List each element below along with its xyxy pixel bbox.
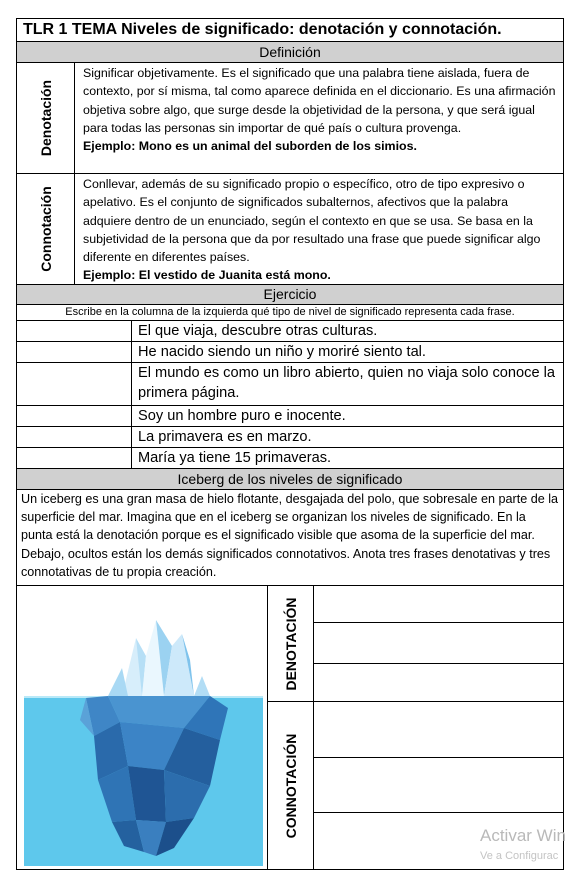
- answer-cell[interactable]: [17, 342, 132, 362]
- exercise-row: [17, 406, 563, 427]
- exercise-sentence: He nacido siendo un niño y moriré siento tal.: [138, 344, 426, 360]
- answer-cell[interactable]: [17, 448, 132, 468]
- exercise-row: [17, 363, 563, 406]
- answer-cell[interactable]: [17, 321, 132, 341]
- answer-cell[interactable]: [17, 427, 132, 447]
- denotacion-vertical-label: DENOTACIÓN: [282, 596, 299, 691]
- denotacion-definition: [75, 63, 563, 173]
- connotacion-text: Conllevar, además de su significado propio o específico, otro de tipo expresivo o apelativo. Es el conjunto de significados subalternos, afectivos que la palabra adquiere dentro de un enunciado, según el contexto en que se usa. Se basa en la subjetividad de la persona que da por resultado una frase que puede significar algo diferente en diferentes países.: [83, 177, 541, 265]
- connotacion-line-1[interactable]: [314, 702, 563, 757]
- exercise-sentence: El mundo es como un libro abierto, quien no viaja solo conoce la primera página.: [138, 365, 555, 401]
- activation-watermark-sub: Ve a Configurac: [480, 850, 559, 862]
- connotacion-block: [268, 702, 313, 869]
- activation-watermark: Activar Win: [480, 826, 566, 845]
- page-title: TLR 1 TEMA Niveles de significado: denotación y connotación.: [17, 19, 563, 42]
- ejercicio-heading: Ejercicio: [17, 285, 563, 305]
- exercise-row: [17, 342, 563, 363]
- exercise-row: [17, 427, 563, 448]
- exercise-sentence: Soy un hombre puro e inocente.: [138, 408, 346, 424]
- denotacion-block: [268, 586, 313, 702]
- definicion-heading: Definición: [17, 42, 563, 63]
- worksheet: [16, 18, 564, 870]
- connotacion-example: Ejemplo: El vestido de Juanita está mono.: [83, 268, 331, 283]
- denotacion-row: [17, 63, 563, 174]
- answer-cell[interactable]: [17, 406, 132, 426]
- ejercicio-instruction: Escribe en la columna de la izquierda qué tipo de nivel de significado representa cada frase.: [17, 305, 563, 321]
- exercise-sentence: La primavera es en marzo.: [138, 429, 312, 445]
- exercise-sentence: María ya tiene 15 primaveras.: [138, 450, 332, 466]
- connotacion-vertical-label: CONNOTACIÓN: [282, 733, 299, 838]
- iceberg-illustration: [24, 590, 263, 866]
- iceberg-heading: Iceberg de los niveles de significado: [17, 469, 563, 490]
- exercise-sentence: El que viaja, descubre otras culturas.: [138, 323, 378, 339]
- iceberg-labels: [268, 586, 314, 869]
- iceberg-paragraph: Un iceberg es una gran masa de hielo flotante, desgajada del polo, que sobresale en parte de la superficie del mar. Imagina que en el iceberg se organizan los niveles de significado. En la punta está la denotación porque es el significado visible que asoma de la superficie del mar. Debajo, ocultos están los demás significados connotativos. Anota tres frases denotativas y tres connotativas de tu propia creación.: [17, 490, 563, 586]
- denotacion-line-3[interactable]: [314, 664, 563, 702]
- denotacion-label-cell: [17, 63, 75, 173]
- exercise-row: [17, 321, 563, 342]
- connotacion-label-cell: [17, 174, 75, 284]
- connotacion-line-2[interactable]: [314, 758, 563, 813]
- denotacion-line-1[interactable]: [314, 586, 563, 623]
- iceberg-image-cell: [17, 586, 268, 869]
- denotacion-label: Denotación: [37, 79, 54, 157]
- answer-cell[interactable]: [17, 363, 132, 405]
- connotacion-label: Connotación: [37, 186, 54, 272]
- connotacion-row: [17, 174, 563, 285]
- exercise-row: [17, 448, 563, 469]
- denotacion-example: Ejemplo: Mono es un animal del suborden de los simios.: [83, 139, 417, 154]
- denotacion-text: Significar objetivamente. Es el significado que una palabra tiene aislada, fuera de contexto, por sí misma, tal como aparece definida en el diccionario. Es una afirmación objetiva sobre algo, que surge desde la objetividad de la persona, y que será igual para todas las personas sin importar de qué país o cultura provenga.: [83, 66, 556, 135]
- denotacion-line-2[interactable]: [314, 623, 563, 663]
- connotacion-definition: [75, 174, 563, 284]
